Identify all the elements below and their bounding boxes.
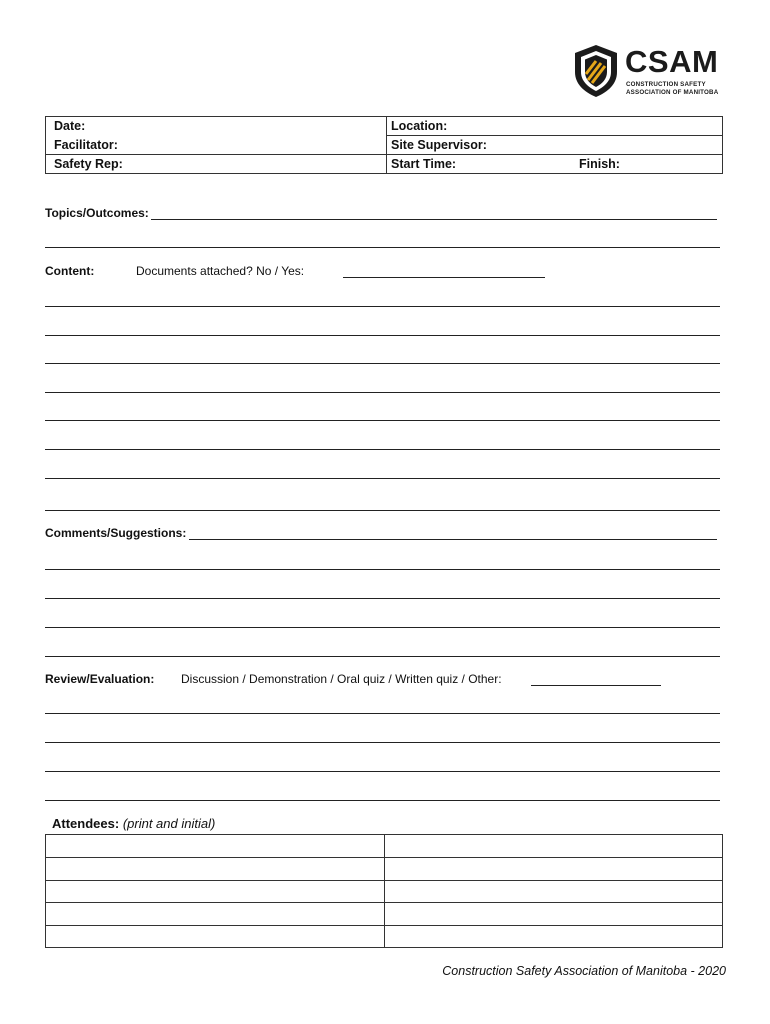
logo-brand: CSAM (625, 44, 719, 79)
shield-icon (573, 44, 619, 98)
review-write-line[interactable] (45, 713, 720, 714)
review-write-line[interactable] (45, 742, 720, 743)
content-write-line[interactable] (45, 478, 720, 479)
review-other-write-line[interactable] (531, 685, 661, 686)
info-box-row-line (46, 154, 722, 155)
attendees-column-divider (384, 835, 385, 947)
attendees-row-line (46, 925, 722, 926)
finish-field-label[interactable]: Finish: (579, 157, 620, 171)
content-write-line[interactable] (45, 420, 720, 421)
content-write-line[interactable] (45, 392, 720, 393)
csam-logo (573, 44, 729, 100)
attendees-note: (print and initial) (122, 816, 216, 831)
topics-outcomes-label: Topics/Outcomes: (45, 206, 149, 220)
review-options-text: Discussion / Demonstration / Oral quiz / Written quiz / Other: (181, 672, 502, 686)
safety-rep-field-label[interactable]: Safety Rep: (54, 157, 123, 171)
comments-write-line[interactable] (45, 656, 720, 657)
attendees-heading (52, 816, 215, 832)
attendees-row-line (46, 902, 722, 903)
meeting-info-box (45, 116, 723, 174)
content-label: Content: (45, 264, 95, 278)
topics-write-line[interactable] (45, 247, 720, 248)
comments-write-line[interactable] (45, 598, 720, 599)
documents-attached-text: Documents attached? No / Yes: (136, 264, 305, 278)
footer-text: Construction Safety Association of Manitoba - 2020 (442, 964, 726, 978)
attendees-row-line (46, 857, 722, 858)
facilitator-field-label[interactable]: Facilitator: (54, 138, 118, 152)
location-field-label[interactable]: Location: (391, 119, 448, 133)
date-field-label[interactable]: Date: (54, 119, 86, 133)
site-supervisor-field-label[interactable]: Site Supervisor: (391, 138, 487, 152)
logo-subtitle (626, 81, 718, 97)
content-write-line[interactable] (45, 306, 720, 307)
content-write-line[interactable] (45, 510, 720, 511)
info-box-divider (386, 117, 387, 173)
attendees-label: Attendees: (52, 816, 120, 831)
logo-subline-1: CONSTRUCTION SAFETY (626, 81, 706, 88)
content-write-line[interactable] (45, 335, 720, 336)
comments-suggestions-label: Comments/Suggestions: (45, 526, 187, 540)
review-evaluation-label: Review/Evaluation: (45, 672, 155, 686)
comments-write-line[interactable] (189, 539, 717, 540)
logo-subline-2: ASSOCIATION OF MANITOBA (626, 89, 719, 96)
attendees-table (45, 834, 723, 948)
topics-write-line[interactable] (151, 219, 717, 220)
comments-write-line[interactable] (45, 627, 720, 628)
content-write-line[interactable] (45, 363, 720, 364)
review-write-line[interactable] (45, 800, 720, 801)
start-time-field-label[interactable]: Start Time: (391, 157, 457, 171)
comments-write-line[interactable] (45, 569, 720, 570)
content-write-line[interactable] (45, 449, 720, 450)
review-write-line[interactable] (45, 771, 720, 772)
attendees-row-line (46, 880, 722, 881)
documents-yes-write-line[interactable] (343, 277, 545, 278)
info-box-row-line (386, 135, 722, 136)
